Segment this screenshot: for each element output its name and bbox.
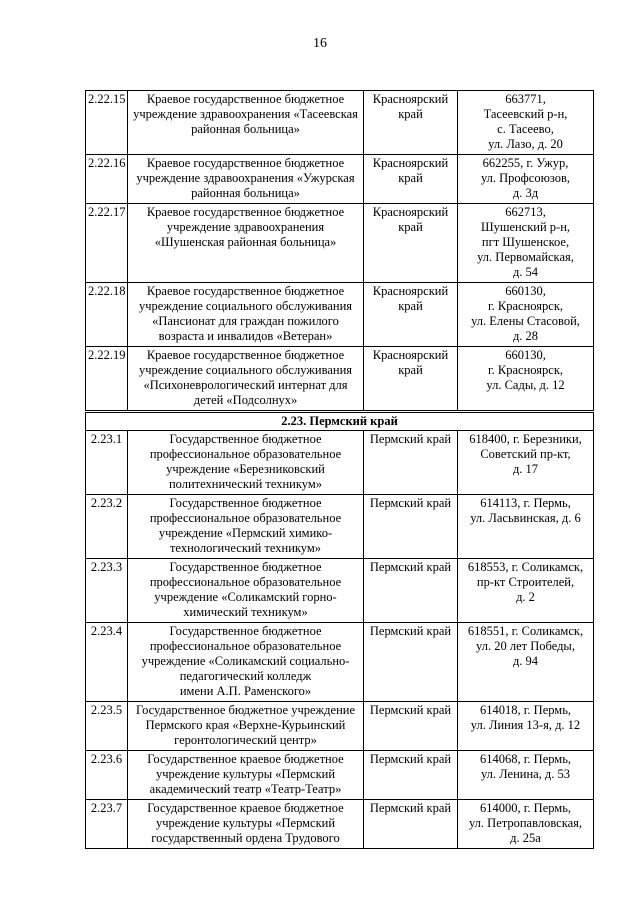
institution-name-line: «Шушенская районная больница» — [154, 235, 337, 249]
address-line: пр-кт Строителей, — [476, 575, 575, 589]
address-line: ул. Линия 13-я, д. 12 — [470, 718, 581, 732]
institution-name-line: «Пансионат для граждан пожилого — [152, 314, 339, 328]
address — [458, 283, 594, 347]
address-line: 618400, г. Березники, — [469, 432, 582, 446]
table-row — [86, 702, 594, 751]
region — [364, 559, 458, 623]
institution-name-line: профессиональное образовательное — [149, 511, 342, 525]
region — [364, 751, 458, 800]
institution-name-line: учреждение «Пермский химико- — [158, 526, 333, 540]
region — [364, 800, 458, 849]
region — [364, 495, 458, 559]
institution-name — [128, 91, 364, 155]
address-line: ул. Первомайская, — [477, 250, 574, 264]
institution-name-line: имени А.П. Раменского» — [179, 684, 312, 698]
institution-name-line: учреждение здравоохранения — [166, 220, 325, 234]
section-header-row — [86, 412, 594, 431]
institution-name-line: химический техникум» — [183, 605, 308, 619]
address-line: 663771, — [505, 92, 546, 106]
address-line: Советский пр-кт, — [480, 447, 571, 461]
address-line: ул. Сады, д. 12 — [486, 378, 565, 392]
institution-name-line: учреждение культуры «Пермский — [155, 816, 336, 830]
region-line: Пермский край — [369, 703, 452, 717]
address-line: д. 94 — [512, 654, 539, 668]
region — [364, 204, 458, 283]
row-number: 2.23.6 — [86, 751, 128, 800]
address-line: 660130, — [505, 284, 546, 298]
institution-name-line: Государственное бюджетное — [169, 560, 322, 574]
region-line: Красноярский — [372, 156, 449, 170]
region — [364, 702, 458, 751]
institutions-table — [85, 90, 594, 849]
institution-name-line: профессиональное образовательное — [149, 575, 342, 589]
region-line: Пермский край — [369, 752, 452, 766]
table-row — [86, 623, 594, 702]
table-row — [86, 347, 594, 412]
page-number: 16 — [313, 36, 327, 51]
table-row — [86, 91, 594, 155]
region-line: Пермский край — [369, 496, 452, 510]
institution-name — [128, 800, 364, 849]
region — [364, 155, 458, 204]
address-line: ул. Ласьвинская, д. 6 — [470, 511, 581, 525]
region-line: край — [398, 171, 423, 185]
institution-name-line: политехнический техникум» — [168, 477, 323, 491]
section-title: 2.23. Пермский край — [86, 412, 594, 431]
address-line: д. 3д — [512, 186, 539, 200]
institution-name — [128, 283, 364, 347]
row-number: 2.23.4 — [86, 623, 128, 702]
address-line: 618551, г. Соликамск, — [467, 624, 584, 638]
address — [458, 431, 594, 495]
address — [458, 347, 594, 412]
institution-name-line: Государственное бюджетное учреждение — [135, 703, 355, 717]
address-line: 614113, г. Пермь, — [480, 496, 571, 510]
region-line: Красноярский — [372, 92, 449, 106]
table-row — [86, 431, 594, 495]
institution-name-line: академический театр «Театр-Театр» — [149, 782, 342, 796]
region-line: край — [398, 220, 423, 234]
address-line: д. 54 — [512, 265, 539, 279]
region — [364, 91, 458, 155]
row-number: 2.22.17 — [86, 204, 128, 283]
region-line: край — [398, 363, 423, 377]
region-line: Красноярский — [372, 348, 449, 362]
institution-name — [128, 155, 364, 204]
institution-name-line: возраста и инвалидов «Ветеран» — [158, 329, 333, 343]
address — [458, 155, 594, 204]
region-line: край — [398, 299, 423, 313]
table-row — [86, 800, 594, 849]
institution-name-line: Государственное бюджетное — [169, 432, 322, 446]
address — [458, 91, 594, 155]
institution-name — [128, 495, 364, 559]
region-line: Пермский край — [369, 432, 452, 446]
address-line: г. Красноярск, — [487, 363, 564, 377]
institution-name — [128, 431, 364, 495]
region — [364, 283, 458, 347]
institution-name — [128, 623, 364, 702]
institution-name-line: учреждение здравоохранения «Ужурская — [136, 171, 355, 185]
address-line: с. Тасеево, — [497, 122, 554, 136]
institution-name-line: Краевое государственное бюджетное — [146, 348, 345, 362]
address — [458, 751, 594, 800]
address-line: 614068, г. Пермь, — [479, 752, 572, 766]
address-line: ул. Ленина, д. 53 — [480, 767, 571, 781]
institution-name-line: технологический техникум» — [169, 541, 322, 555]
address-line: Тасеевский р-н, — [483, 107, 568, 121]
region-line: Пермский край — [369, 560, 452, 574]
institution-name — [128, 702, 364, 751]
row-number: 2.22.15 — [86, 91, 128, 155]
institution-name-line: учреждение здравоохранения «Тасеевская — [133, 107, 358, 121]
institution-name — [128, 751, 364, 800]
institution-name-line: учреждение «Березниковский — [166, 462, 325, 476]
table-row — [86, 283, 594, 347]
institution-name-line: районная больница» — [191, 186, 300, 200]
institution-name — [128, 347, 364, 412]
address-line: ул. Елены Стасовой, — [471, 314, 580, 328]
institution-name-line: Государственное бюджетное — [169, 624, 322, 638]
region — [364, 347, 458, 412]
address-line: д. 17 — [512, 462, 539, 476]
row-number: 2.22.19 — [86, 347, 128, 412]
table-row — [86, 495, 594, 559]
institution-name-line: государственный ордена Трудового — [151, 831, 340, 845]
address-line: Шушенский р-н, — [480, 220, 571, 234]
institution-name-line: «Психоневрологический интернат для — [143, 378, 348, 392]
address — [458, 495, 594, 559]
address-line: ул. 20 лет Победы, — [476, 639, 575, 653]
row-number: 2.23.1 — [86, 431, 128, 495]
table-row — [86, 155, 594, 204]
institution-name-line: профессиональное образовательное — [149, 639, 342, 653]
address-line: ул. Лазо, д. 20 — [488, 137, 563, 151]
address-line: ул. Петропавловская, — [468, 816, 583, 830]
institution-name-line: детей «Подсолнух» — [193, 393, 298, 407]
address-line: д. 25а — [510, 831, 541, 845]
institution-name-line: Краевое государственное бюджетное — [146, 284, 345, 298]
address — [458, 559, 594, 623]
table-row — [86, 751, 594, 800]
address-line: 662713, — [505, 205, 546, 219]
region-line: Пермский край — [369, 801, 452, 815]
institution-name-line: Государственное краевое бюджетное — [147, 801, 344, 815]
table-row — [86, 559, 594, 623]
address — [458, 702, 594, 751]
institution-name-line: Краевое государственное бюджетное — [146, 92, 345, 106]
row-number: 2.22.16 — [86, 155, 128, 204]
address-line: 618553, г. Соликамск, — [467, 560, 584, 574]
address-line: 614000, г. Пермь, — [479, 801, 572, 815]
institution-name-line: геронтологический центр» — [174, 733, 317, 747]
institution-name-line: профессиональное образовательное — [149, 447, 342, 461]
institution-name-line: учреждение «Соликамский горно- — [154, 590, 337, 604]
institution-name — [128, 559, 364, 623]
institution-name-line: Государственное бюджетное — [169, 496, 322, 510]
institution-name-line: педагогический колледж — [179, 669, 312, 683]
address-line: д. 28 — [512, 329, 539, 343]
region-line: Красноярский — [372, 205, 449, 219]
institution-name-line: учреждение культуры «Пермский — [155, 767, 336, 781]
institution-name-line: Краевое государственное бюджетное — [146, 156, 345, 170]
address-line: д. 2 — [516, 590, 535, 604]
address-line: 662255, г. Ужур, — [482, 156, 569, 170]
region — [364, 431, 458, 495]
row-number: 2.23.3 — [86, 559, 128, 623]
institution-name — [128, 204, 364, 283]
region-line: Пермский край — [369, 624, 452, 638]
row-number: 2.23.2 — [86, 495, 128, 559]
region-line: край — [398, 107, 423, 121]
address-line: 614018, г. Пермь, — [479, 703, 572, 717]
row-number: 2.22.18 — [86, 283, 128, 347]
institution-name-line: районная больница» — [191, 122, 300, 136]
institution-name-line: учреждение социального обслуживания — [138, 363, 353, 377]
address — [458, 800, 594, 849]
institution-name-line: Пермского края «Верхне-Курьинский — [145, 718, 346, 732]
region-line: Красноярский — [372, 284, 449, 298]
region — [364, 623, 458, 702]
row-number: 2.23.5 — [86, 702, 128, 751]
institution-name-line: Государственное краевое бюджетное — [147, 752, 344, 766]
address-line: пгт Шушенское, — [481, 235, 570, 249]
address — [458, 623, 594, 702]
institution-name-line: Краевое государственное бюджетное — [146, 205, 345, 219]
address-line: г. Красноярск, — [487, 299, 564, 313]
address — [458, 204, 594, 283]
table-row — [86, 204, 594, 283]
row-number: 2.23.7 — [86, 800, 128, 849]
institution-name-line: учреждение «Соликамский социально- — [141, 654, 350, 668]
address-line: 660130, — [505, 348, 546, 362]
institution-name-line: учреждение социального обслуживания — [138, 299, 353, 313]
address-line: ул. Профсоюзов, — [480, 171, 571, 185]
